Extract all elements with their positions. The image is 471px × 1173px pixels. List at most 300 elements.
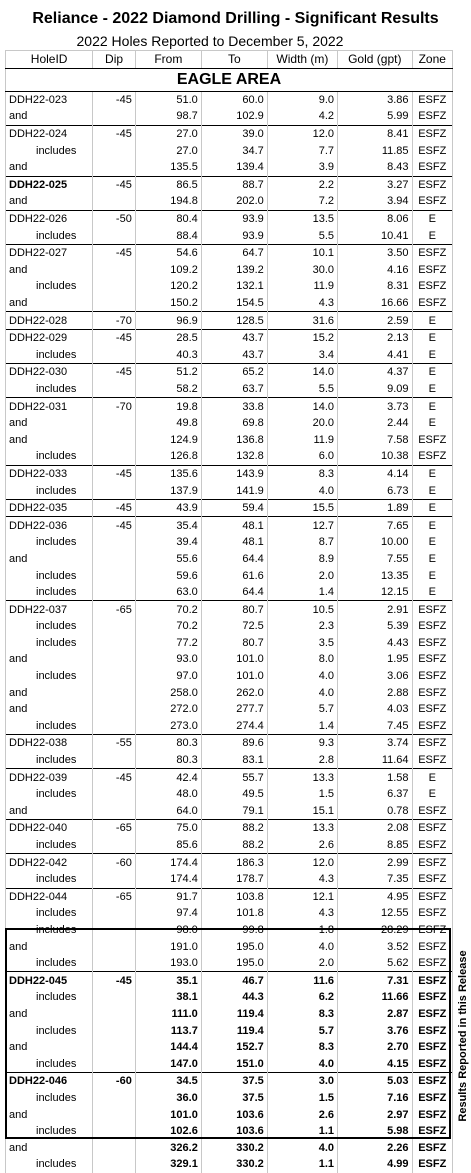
table-row [6, 534, 453, 551]
from-cell: 42.4 [135, 769, 201, 786]
dip-cell [93, 159, 136, 176]
dip-cell [93, 1039, 136, 1056]
zone-cell: E [412, 210, 452, 227]
zone-cell: ESFZ [412, 108, 452, 125]
results-table [5, 50, 453, 1173]
hole-id-cell: DDH22-025 [6, 176, 93, 193]
zone-cell: ESFZ [412, 871, 452, 888]
gold-cell: 2.59 [338, 312, 413, 330]
dip-cell: -65 [93, 888, 136, 905]
table-row [6, 786, 453, 803]
width-cell: 4.0 [267, 668, 337, 685]
to-cell: 101.8 [201, 905, 267, 922]
hole-id-cell: and [6, 803, 93, 820]
width-cell: 14.0 [267, 398, 337, 415]
from-cell: 150.2 [135, 295, 201, 312]
dip-cell [93, 551, 136, 568]
width-cell: 12.0 [267, 854, 337, 871]
gold-cell: 4.99 [338, 1156, 413, 1173]
from-cell: 98.7 [135, 108, 201, 125]
from-cell: 258.0 [135, 684, 201, 701]
table-row [6, 482, 453, 499]
gold-cell: 7.16 [338, 1090, 413, 1107]
from-cell: 27.0 [135, 125, 201, 142]
dip-cell [93, 989, 136, 1006]
hole-id-cell: and [6, 1139, 93, 1156]
to-cell: 103.8 [201, 888, 267, 905]
dip-cell [93, 837, 136, 854]
gold-cell: 3.76 [338, 1022, 413, 1039]
from-cell: 19.8 [135, 398, 201, 415]
table-row [6, 159, 453, 176]
hole-id-cell: DDH22-029 [6, 329, 93, 346]
dip-cell [93, 871, 136, 888]
width-cell: 1.4 [267, 584, 337, 601]
dip-cell [93, 1055, 136, 1072]
to-cell: 93.9 [201, 227, 267, 244]
from-cell: 194.8 [135, 193, 201, 210]
zone-cell: ESFZ [412, 142, 452, 159]
zone-cell: ESFZ [412, 295, 452, 312]
gold-cell: 3.06 [338, 668, 413, 685]
table-row [6, 989, 453, 1006]
zone-cell: ESFZ [412, 262, 452, 279]
to-cell: 48.1 [201, 517, 267, 534]
width-cell: 31.6 [267, 312, 337, 330]
table-row [6, 1106, 453, 1123]
gold-cell: 3.74 [338, 735, 413, 752]
hole-id-cell: includes [6, 1022, 93, 1039]
to-cell: 55.7 [201, 769, 267, 786]
to-cell: 48.1 [201, 534, 267, 551]
from-cell: 55.6 [135, 551, 201, 568]
zone-cell: ESFZ [412, 718, 452, 735]
zone-cell: ESFZ [412, 91, 452, 108]
table-row [6, 618, 453, 635]
width-cell: 30.0 [267, 262, 337, 279]
width-cell: 9.3 [267, 735, 337, 752]
hole-id-cell: DDH22-023 [6, 91, 93, 108]
from-cell: 58.2 [135, 381, 201, 398]
dip-cell: -55 [93, 735, 136, 752]
gold-cell: 12.55 [338, 905, 413, 922]
gold-cell: 3.52 [338, 938, 413, 955]
gold-cell: 2.13 [338, 329, 413, 346]
width-cell: 8.7 [267, 534, 337, 551]
from-cell: 70.2 [135, 601, 201, 618]
hole-id-cell: DDH22-024 [6, 125, 93, 142]
width-cell: 4.0 [267, 1055, 337, 1072]
width-cell: 2.3 [267, 618, 337, 635]
from-cell: 91.7 [135, 888, 201, 905]
width-cell: 13.3 [267, 769, 337, 786]
to-cell: 49.5 [201, 786, 267, 803]
dip-cell: -45 [93, 499, 136, 517]
column-header-zone: Zone [412, 51, 452, 69]
gold-cell: 1.89 [338, 499, 413, 517]
zone-cell: E [412, 517, 452, 534]
width-cell: 2.6 [267, 837, 337, 854]
to-cell: 34.7 [201, 142, 267, 159]
column-header-gold: Gold (gpt) [338, 51, 413, 69]
zone-cell: E [412, 551, 452, 568]
dip-cell: -65 [93, 820, 136, 837]
to-cell: 103.6 [201, 1106, 267, 1123]
from-cell: 147.0 [135, 1055, 201, 1072]
dip-cell [93, 278, 136, 295]
width-cell: 10.5 [267, 601, 337, 618]
table-row [6, 769, 453, 786]
gold-cell: 3.27 [338, 176, 413, 193]
from-cell: 144.4 [135, 1039, 201, 1056]
table-row [6, 312, 453, 330]
column-header-from: From [135, 51, 201, 69]
from-cell: 34.5 [135, 1073, 201, 1090]
to-cell: 330.2 [201, 1139, 267, 1156]
table-row [6, 820, 453, 837]
gold-cell: 2.26 [338, 1139, 413, 1156]
to-cell: 128.5 [201, 312, 267, 330]
gold-cell: 4.15 [338, 1055, 413, 1072]
area-label: EAGLE AREA [6, 68, 453, 91]
gold-cell: 7.65 [338, 517, 413, 534]
gold-cell: 4.41 [338, 347, 413, 364]
zone-cell: ESFZ [412, 1039, 452, 1056]
hole-id-cell: and [6, 551, 93, 568]
to-cell: 119.4 [201, 1022, 267, 1039]
width-cell: 5.7 [267, 1022, 337, 1039]
to-cell: 103.6 [201, 1123, 267, 1140]
zone-cell: E [412, 567, 452, 584]
table-row [6, 499, 453, 517]
hole-id-cell: and [6, 938, 93, 955]
gold-cell: 4.16 [338, 262, 413, 279]
width-cell: 15.5 [267, 499, 337, 517]
hole-id-cell: and [6, 108, 93, 125]
width-cell: 9.0 [267, 91, 337, 108]
from-cell: 77.2 [135, 635, 201, 652]
from-cell: 51.0 [135, 91, 201, 108]
zone-cell: ESFZ [412, 618, 452, 635]
to-cell: 46.7 [201, 972, 267, 989]
table-row [6, 244, 453, 261]
hole-id-cell: DDH22-046 [6, 1073, 93, 1090]
from-cell: 98.0 [135, 922, 201, 939]
gold-cell: 11.64 [338, 752, 413, 769]
zone-cell: E [412, 786, 452, 803]
gold-cell: 3.86 [338, 91, 413, 108]
dip-cell [93, 1006, 136, 1023]
from-cell: 48.0 [135, 786, 201, 803]
dip-cell: -45 [93, 125, 136, 142]
to-cell: 262.0 [201, 684, 267, 701]
table-row [6, 1039, 453, 1056]
zone-cell: ESFZ [412, 955, 452, 972]
hole-id-cell: DDH22-036 [6, 517, 93, 534]
to-cell: 139.2 [201, 262, 267, 279]
dip-cell [93, 431, 136, 448]
table-row [6, 262, 453, 279]
hole-id-cell: DDH22-030 [6, 364, 93, 381]
to-cell: 44.3 [201, 989, 267, 1006]
zone-cell: E [412, 534, 452, 551]
table-row [6, 381, 453, 398]
dip-cell: -45 [93, 769, 136, 786]
table-row [6, 651, 453, 668]
dip-cell [93, 955, 136, 972]
dip-cell [93, 618, 136, 635]
table-row [6, 905, 453, 922]
from-cell: 36.0 [135, 1090, 201, 1107]
to-cell: 88.2 [201, 820, 267, 837]
hole-id-cell: includes [6, 922, 93, 939]
gold-cell: 13.35 [338, 567, 413, 584]
hole-id-cell: includes [6, 1090, 93, 1107]
width-cell: 12.1 [267, 888, 337, 905]
zone-cell: ESFZ [412, 1123, 452, 1140]
dip-cell [93, 635, 136, 652]
table-row [6, 972, 453, 989]
gold-cell: 2.88 [338, 684, 413, 701]
hole-id-cell: DDH22-038 [6, 735, 93, 752]
width-cell: 5.5 [267, 381, 337, 398]
zone-cell: E [412, 347, 452, 364]
dip-cell [93, 752, 136, 769]
width-cell: 2.6 [267, 1106, 337, 1123]
gold-cell: 7.58 [338, 431, 413, 448]
dip-cell [93, 227, 136, 244]
dip-cell [93, 108, 136, 125]
zone-cell: ESFZ [412, 635, 452, 652]
zone-cell: ESFZ [412, 820, 452, 837]
table-row [6, 465, 453, 482]
width-cell: 15.2 [267, 329, 337, 346]
dip-cell [93, 193, 136, 210]
to-cell: 102.9 [201, 108, 267, 125]
hole-id-cell: includes [6, 989, 93, 1006]
gold-cell: 4.95 [338, 888, 413, 905]
hole-id-cell: includes [6, 871, 93, 888]
hole-id-cell: includes [6, 347, 93, 364]
table-row [6, 125, 453, 142]
zone-cell: ESFZ [412, 125, 452, 142]
width-cell: 1.8 [267, 922, 337, 939]
table-row [6, 752, 453, 769]
dip-cell [93, 938, 136, 955]
gold-cell: 5.62 [338, 955, 413, 972]
from-cell: 101.0 [135, 1106, 201, 1123]
to-cell: 139.4 [201, 159, 267, 176]
dip-cell: -45 [93, 465, 136, 482]
zone-cell: ESFZ [412, 972, 452, 989]
width-cell: 3.0 [267, 1073, 337, 1090]
dip-cell [93, 295, 136, 312]
zone-cell: ESFZ [412, 854, 452, 871]
table-row [6, 938, 453, 955]
column-header-holeid: HoleID [6, 51, 93, 69]
width-cell: 8.0 [267, 651, 337, 668]
gold-cell: 7.55 [338, 551, 413, 568]
to-cell: 99.8 [201, 922, 267, 939]
table-row [6, 398, 453, 415]
dip-cell [93, 684, 136, 701]
dip-cell [93, 1123, 136, 1140]
to-cell: 88.2 [201, 837, 267, 854]
zone-cell: ESFZ [412, 193, 452, 210]
from-cell: 75.0 [135, 820, 201, 837]
to-cell: 154.5 [201, 295, 267, 312]
width-cell: 10.1 [267, 244, 337, 261]
table-row [6, 108, 453, 125]
table-row [6, 701, 453, 718]
from-cell: 193.0 [135, 955, 201, 972]
gold-cell: 4.43 [338, 635, 413, 652]
table-row [6, 1006, 453, 1023]
table-row [6, 91, 453, 108]
zone-cell: ESFZ [412, 601, 452, 618]
gold-cell: 5.39 [338, 618, 413, 635]
hole-id-cell: includes [6, 837, 93, 854]
zone-cell: ESFZ [412, 159, 452, 176]
table-row [6, 1156, 453, 1173]
width-cell: 4.0 [267, 1139, 337, 1156]
dip-cell [93, 1156, 136, 1173]
gold-cell: 2.97 [338, 1106, 413, 1123]
dip-cell: -45 [93, 364, 136, 381]
from-cell: 70.2 [135, 618, 201, 635]
zone-cell: ESFZ [412, 1106, 452, 1123]
width-cell: 13.5 [267, 210, 337, 227]
dip-cell [93, 803, 136, 820]
zone-cell: ESFZ [412, 701, 452, 718]
hole-id-cell: includes [6, 955, 93, 972]
table-row [6, 448, 453, 465]
hole-id-cell: and [6, 431, 93, 448]
from-cell: 135.6 [135, 465, 201, 482]
gold-cell: 11.66 [338, 989, 413, 1006]
width-cell: 12.0 [267, 125, 337, 142]
zone-cell: E [412, 329, 452, 346]
table-row [6, 837, 453, 854]
zone-cell: ESFZ [412, 1090, 452, 1107]
to-cell: 33.8 [201, 398, 267, 415]
gold-cell: 11.85 [338, 142, 413, 159]
table-row [6, 364, 453, 381]
to-cell: 178.7 [201, 871, 267, 888]
gold-cell: 7.35 [338, 871, 413, 888]
from-cell: 96.9 [135, 312, 201, 330]
hole-id-cell: includes [6, 227, 93, 244]
width-cell: 11.9 [267, 278, 337, 295]
from-cell: 63.0 [135, 584, 201, 601]
table-row [6, 1055, 453, 1072]
zone-cell: E [412, 499, 452, 517]
to-cell: 277.7 [201, 701, 267, 718]
width-cell: 4.3 [267, 295, 337, 312]
dip-cell: -45 [93, 517, 136, 534]
table-row [6, 210, 453, 227]
gold-cell: 7.31 [338, 972, 413, 989]
gold-cell: 1.58 [338, 769, 413, 786]
hole-id-cell: includes [6, 381, 93, 398]
from-cell: 85.6 [135, 837, 201, 854]
from-cell: 35.1 [135, 972, 201, 989]
dip-cell [93, 701, 136, 718]
zone-cell: ESFZ [412, 668, 452, 685]
table-row [6, 1090, 453, 1107]
dip-cell [93, 534, 136, 551]
zone-cell: E [412, 398, 452, 415]
width-cell: 1.5 [267, 786, 337, 803]
zone-cell: ESFZ [412, 1139, 452, 1156]
width-cell: 12.7 [267, 517, 337, 534]
width-cell: 3.5 [267, 635, 337, 652]
dip-cell: -60 [93, 1073, 136, 1090]
gold-cell: 8.06 [338, 210, 413, 227]
table-row [6, 854, 453, 871]
hole-id-cell: and [6, 295, 93, 312]
zone-cell: ESFZ [412, 431, 452, 448]
from-cell: 80.4 [135, 210, 201, 227]
zone-cell: ESFZ [412, 938, 452, 955]
to-cell: 39.0 [201, 125, 267, 142]
dip-cell: -45 [93, 176, 136, 193]
hole-id-cell: and [6, 701, 93, 718]
gold-cell: 3.73 [338, 398, 413, 415]
hole-id-cell: DDH22-033 [6, 465, 93, 482]
hole-id-cell: includes [6, 1156, 93, 1173]
to-cell: 93.9 [201, 210, 267, 227]
gold-cell: 12.15 [338, 584, 413, 601]
dip-cell [93, 905, 136, 922]
dip-cell [93, 482, 136, 499]
hole-id-cell: DDH22-045 [6, 972, 93, 989]
hole-id-cell: DDH22-037 [6, 601, 93, 618]
hole-id-cell: and [6, 415, 93, 432]
zone-cell: ESFZ [412, 244, 452, 261]
release-side-label [455, 936, 471, 1136]
from-cell: 80.3 [135, 752, 201, 769]
zone-cell: ESFZ [412, 735, 452, 752]
dip-cell [93, 718, 136, 735]
to-cell: 64.7 [201, 244, 267, 261]
gold-cell: 6.37 [338, 786, 413, 803]
to-cell: 80.7 [201, 635, 267, 652]
hole-id-cell: includes [6, 786, 93, 803]
gold-cell: 3.94 [338, 193, 413, 210]
dip-cell: -65 [93, 601, 136, 618]
table-row [6, 176, 453, 193]
dip-cell: -50 [93, 210, 136, 227]
to-cell: 63.7 [201, 381, 267, 398]
from-cell: 43.9 [135, 499, 201, 517]
dip-cell: -70 [93, 312, 136, 330]
dip-cell [93, 584, 136, 601]
dip-cell [93, 448, 136, 465]
dip-cell: -60 [93, 854, 136, 871]
from-cell: 326.2 [135, 1139, 201, 1156]
gold-cell: 2.99 [338, 854, 413, 871]
zone-cell: ESFZ [412, 803, 452, 820]
to-cell: 101.0 [201, 668, 267, 685]
width-cell: 3.4 [267, 347, 337, 364]
to-cell: 88.7 [201, 176, 267, 193]
from-cell: 272.0 [135, 701, 201, 718]
from-cell: 109.2 [135, 262, 201, 279]
hole-id-cell: DDH22-044 [6, 888, 93, 905]
hole-id-cell: DDH22-028 [6, 312, 93, 330]
from-cell: 80.3 [135, 735, 201, 752]
